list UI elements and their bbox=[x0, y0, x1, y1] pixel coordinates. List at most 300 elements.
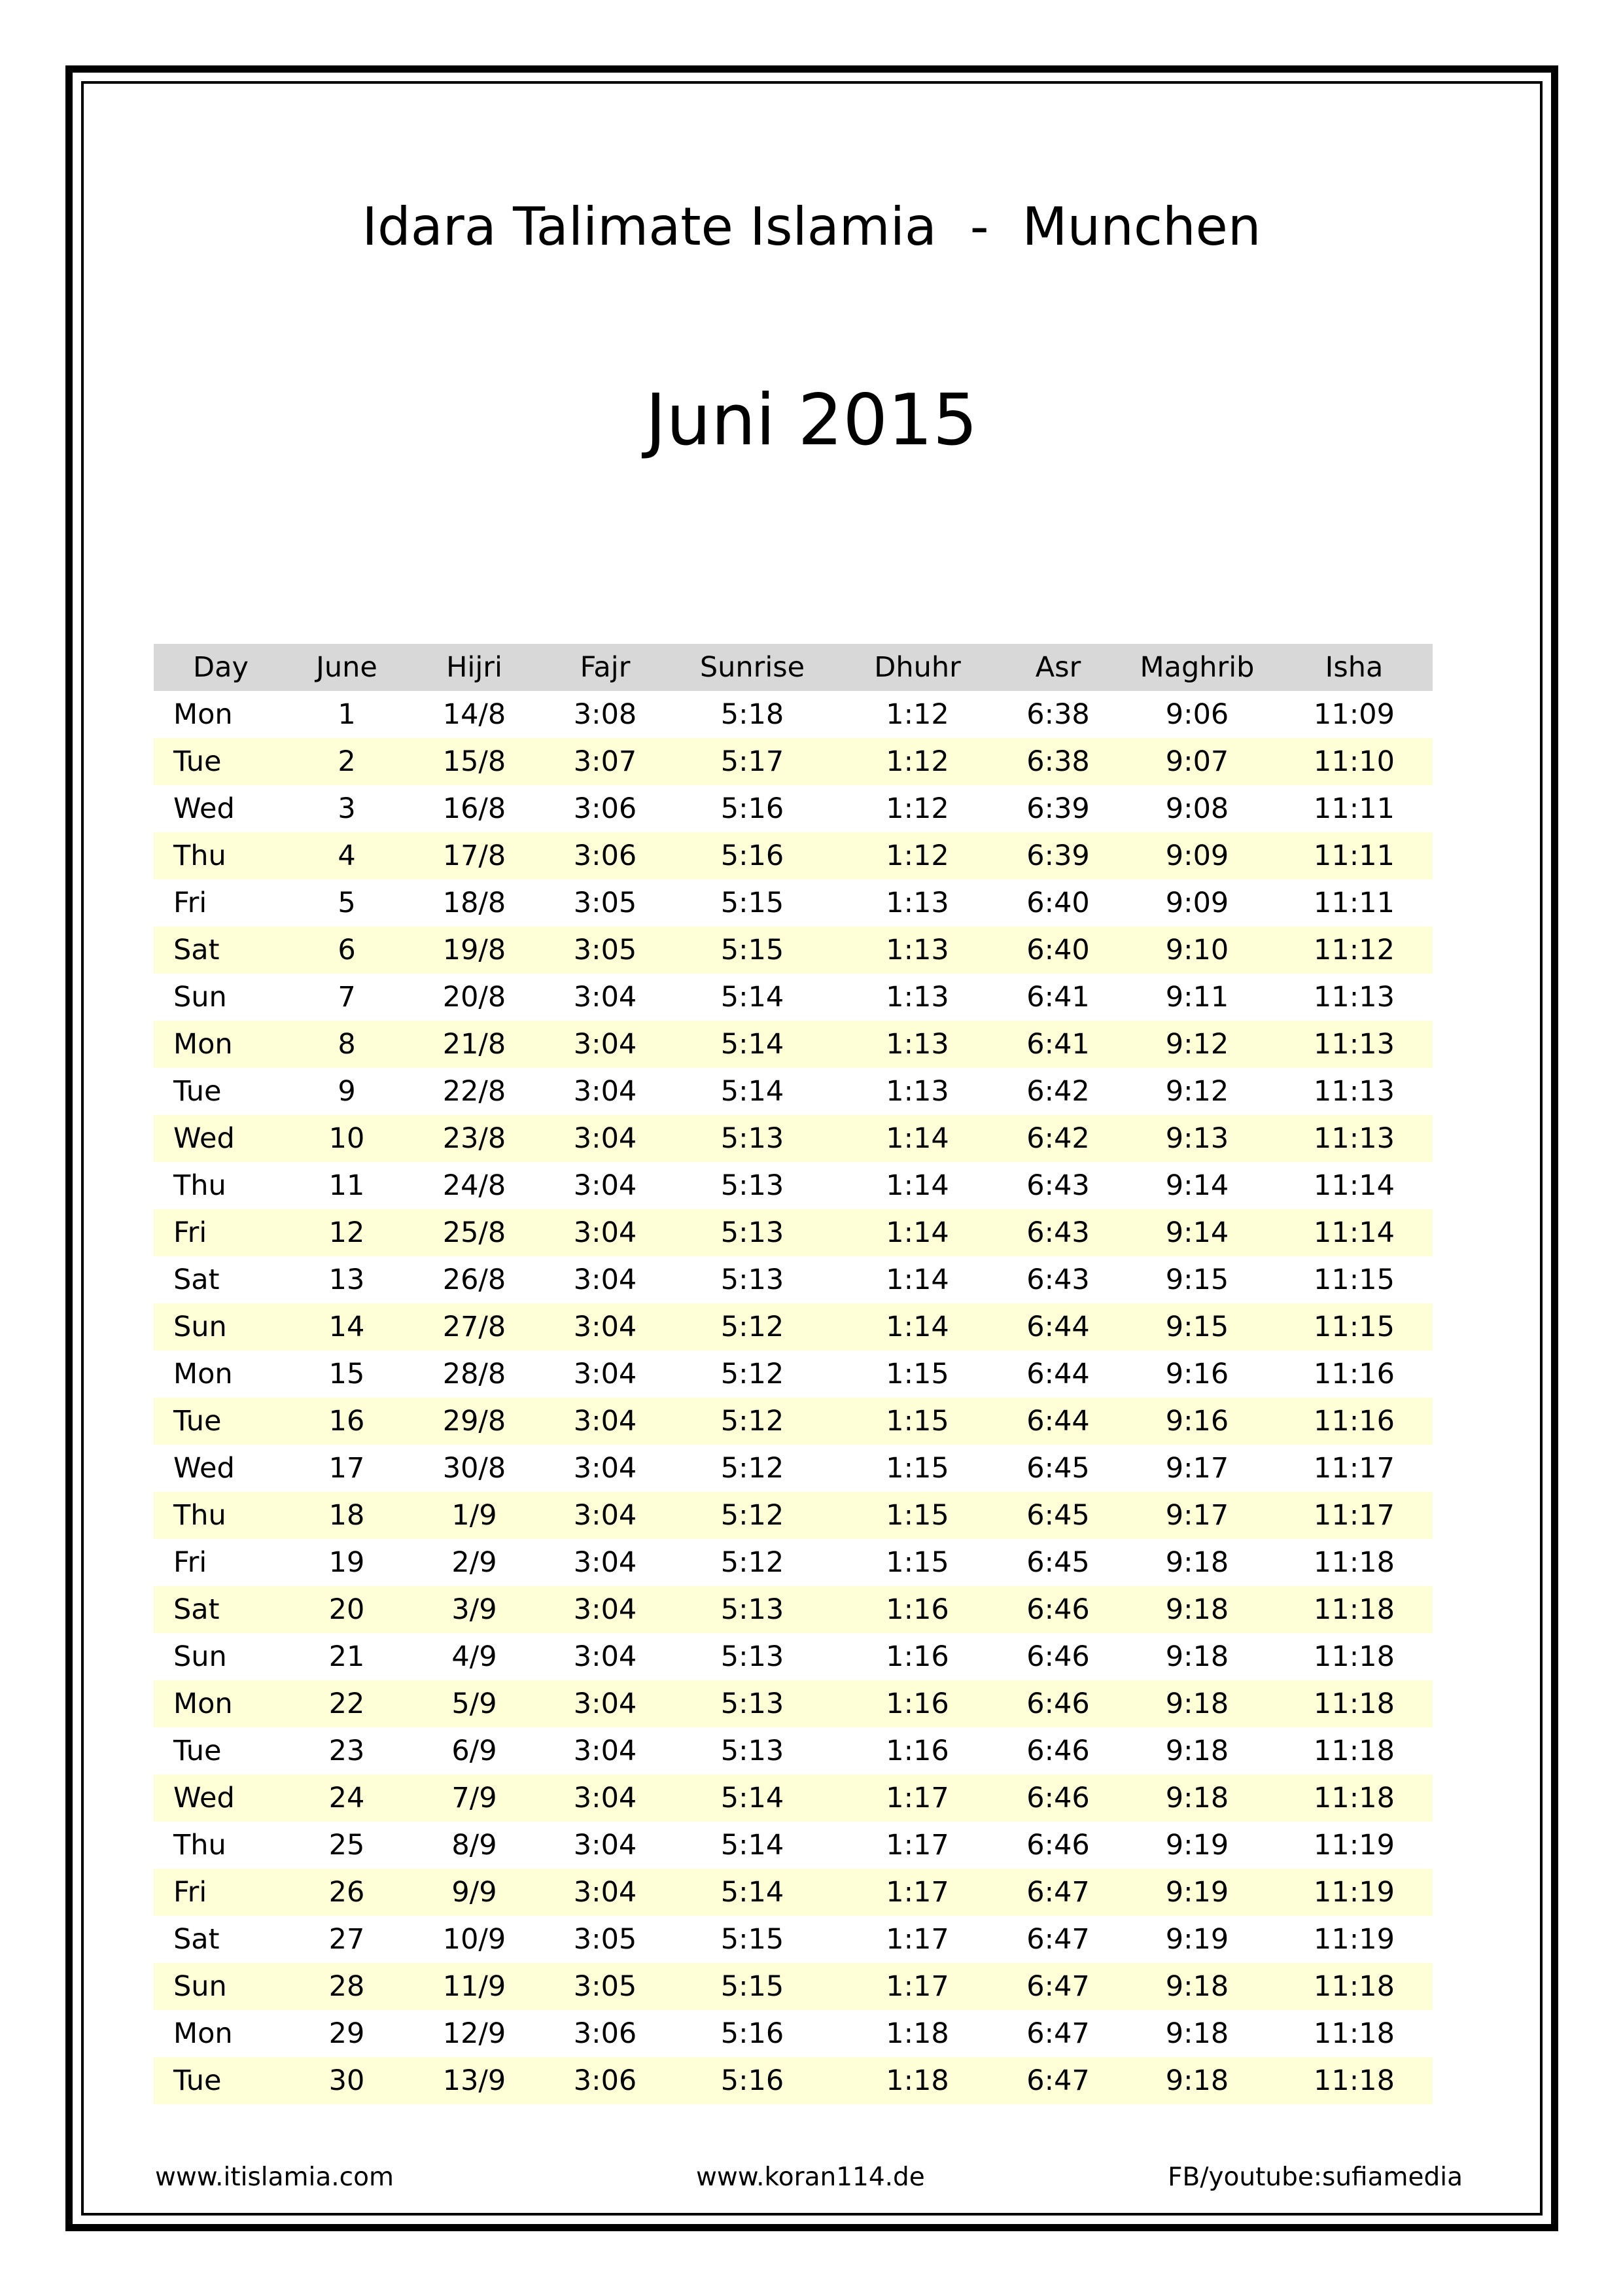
cell-dhuhr: 1:17 bbox=[837, 1963, 998, 2010]
cell-dhuhr: 1:14 bbox=[837, 1115, 998, 1162]
cell-sunrise: 5:12 bbox=[720, 1546, 784, 1579]
cell-day: Tue bbox=[154, 738, 288, 785]
cell-hijri: 19/8 bbox=[406, 927, 543, 974]
cell-dhuhr: 1:12 bbox=[837, 738, 998, 785]
cell-asr: 6:43 bbox=[1026, 1169, 1090, 1202]
cell-asr: 6:45 bbox=[998, 1492, 1119, 1539]
cell-dhuhr: 1:15 bbox=[886, 1452, 949, 1485]
cell-date: 7 bbox=[338, 981, 356, 1014]
cell-sunrise: 5:13 bbox=[667, 1209, 837, 1256]
prayer-times-table bbox=[154, 644, 1433, 2104]
cell-day: Fri bbox=[154, 1869, 288, 1916]
cell-day: Sat bbox=[173, 1263, 220, 1296]
cell-dhuhr: 1:12 bbox=[886, 792, 949, 825]
cell-date: 26 bbox=[288, 1869, 406, 1916]
cell-maghrib: 9:18 bbox=[1119, 1586, 1276, 1633]
cell-fajr: 3:04 bbox=[573, 1640, 637, 1673]
cell-date: 5 bbox=[338, 887, 356, 919]
cell-day: Wed bbox=[173, 792, 235, 825]
cell-isha: 11:14 bbox=[1314, 1169, 1395, 1202]
cell-isha: 11:18 bbox=[1314, 1640, 1395, 1673]
cell-date: 9 bbox=[338, 1075, 356, 1108]
table-row bbox=[154, 1916, 1433, 1963]
cell-sunrise: 5:12 bbox=[720, 1452, 784, 1485]
cell-day: Mon bbox=[173, 698, 233, 731]
cell-maghrib: 9:18 bbox=[1119, 1963, 1276, 2010]
cell-hijri: 13/9 bbox=[406, 2057, 543, 2104]
cell-isha: 11:11 bbox=[1276, 832, 1433, 879]
cell-asr: 6:45 bbox=[1026, 1452, 1090, 1485]
cell-maghrib: 9:15 bbox=[1165, 1263, 1229, 1296]
cell-hijri: 17/8 bbox=[406, 832, 543, 879]
cell-day: Tue bbox=[154, 1398, 288, 1445]
cell-day: Mon bbox=[154, 1021, 288, 1068]
cell-isha: 11:18 bbox=[1276, 2057, 1433, 2104]
column-header: Day bbox=[154, 644, 288, 691]
cell-hijri: 16/8 bbox=[442, 792, 506, 825]
cell-fajr: 3:04 bbox=[573, 1075, 637, 1108]
cell-maghrib: 9:12 bbox=[1119, 1021, 1276, 1068]
cell-isha: 11:19 bbox=[1314, 1923, 1395, 1956]
footer-website-itislamia: www.itislamia.com bbox=[155, 2163, 394, 2192]
cell-date: 22 bbox=[288, 1680, 406, 1727]
table-row bbox=[154, 1727, 1433, 1775]
cell-date: 30 bbox=[288, 2057, 406, 2104]
cell-sunrise: 5:13 bbox=[667, 1680, 837, 1727]
cell-day: Mon bbox=[173, 2017, 233, 2050]
cell-date: 15 bbox=[328, 1358, 365, 1390]
cell-isha: 11:16 bbox=[1314, 1358, 1395, 1390]
table-row bbox=[154, 1021, 1433, 1068]
cell-asr: 6:44 bbox=[1026, 1358, 1090, 1390]
cell-asr: 6:41 bbox=[998, 1021, 1119, 1068]
cell-asr: 6:47 bbox=[998, 2057, 1119, 2104]
cell-isha: 11:18 bbox=[1314, 1735, 1395, 1767]
table-header-row bbox=[154, 644, 1433, 691]
cell-hijri: 29/8 bbox=[406, 1398, 543, 1445]
table-row bbox=[154, 1068, 1433, 1115]
cell-asr: 6:46 bbox=[998, 1586, 1119, 1633]
cell-day: Tue bbox=[173, 1735, 222, 1767]
cell-sunrise: 5:16 bbox=[667, 832, 837, 879]
cell-date: 13 bbox=[328, 1263, 365, 1296]
cell-sunrise: 5:16 bbox=[720, 792, 784, 825]
cell-dhuhr: 1:17 bbox=[886, 1829, 949, 1862]
cell-date: 27 bbox=[328, 1923, 365, 1956]
cell-day: Sat bbox=[154, 1586, 288, 1633]
cell-sunrise: 5:12 bbox=[667, 1492, 837, 1539]
table-row bbox=[154, 927, 1433, 974]
cell-hijri: 21/8 bbox=[406, 1021, 543, 1068]
cell-hijri: 27/8 bbox=[406, 1303, 543, 1351]
cell-fajr: 3:05 bbox=[573, 1923, 637, 1956]
cell-date: 11 bbox=[328, 1169, 365, 1202]
cell-asr: 6:38 bbox=[998, 738, 1119, 785]
cell-fajr: 3:05 bbox=[543, 1963, 667, 2010]
cell-asr: 6:47 bbox=[1026, 2017, 1090, 2050]
cell-dhuhr: 1:12 bbox=[886, 698, 949, 731]
cell-sunrise: 5:12 bbox=[667, 1398, 837, 1445]
table-row bbox=[154, 879, 1433, 927]
cell-sunrise: 5:13 bbox=[720, 1640, 784, 1673]
cell-isha: 11:12 bbox=[1276, 927, 1433, 974]
cell-asr: 6:43 bbox=[998, 1209, 1119, 1256]
cell-dhuhr: 1:16 bbox=[886, 1640, 949, 1673]
cell-day: Wed bbox=[154, 1115, 288, 1162]
cell-sunrise: 5:18 bbox=[720, 698, 784, 731]
cell-isha: 11:13 bbox=[1314, 1075, 1395, 1108]
cell-fajr: 3:04 bbox=[543, 1680, 667, 1727]
cell-hijri: 11/9 bbox=[406, 1963, 543, 2010]
table-row bbox=[154, 974, 1433, 1021]
cell-dhuhr: 1:15 bbox=[886, 1358, 949, 1390]
cell-fajr: 3:07 bbox=[543, 738, 667, 785]
cell-asr: 6:46 bbox=[1026, 1640, 1090, 1673]
cell-fajr: 3:04 bbox=[573, 1169, 637, 1202]
cell-isha: 11:18 bbox=[1276, 1775, 1433, 1822]
cell-date: 10 bbox=[288, 1115, 406, 1162]
table-row bbox=[154, 1633, 1433, 1680]
cell-hijri: 22/8 bbox=[442, 1075, 506, 1108]
cell-fajr: 3:06 bbox=[573, 792, 637, 825]
cell-isha: 11:19 bbox=[1314, 1829, 1395, 1862]
cell-fajr: 3:04 bbox=[573, 1546, 637, 1579]
table-row bbox=[154, 691, 1433, 738]
table-row bbox=[154, 2057, 1433, 2104]
cell-asr: 6:47 bbox=[998, 1869, 1119, 1916]
cell-fajr: 3:04 bbox=[543, 1303, 667, 1351]
cell-sunrise: 5:14 bbox=[720, 1075, 784, 1108]
cell-day: Wed bbox=[173, 1452, 235, 1485]
cell-isha: 11:18 bbox=[1276, 1586, 1433, 1633]
cell-fajr: 3:04 bbox=[543, 1021, 667, 1068]
table-row bbox=[154, 1586, 1433, 1633]
cell-isha: 11:11 bbox=[1314, 792, 1395, 825]
cell-fajr: 3:06 bbox=[543, 832, 667, 879]
column-header: Dhuhr bbox=[837, 644, 998, 691]
cell-dhuhr: 1:14 bbox=[837, 1303, 998, 1351]
table-row bbox=[154, 1256, 1433, 1303]
table-row bbox=[154, 1209, 1433, 1256]
table-row bbox=[154, 1680, 1433, 1727]
table-row bbox=[154, 1775, 1433, 1822]
cell-maghrib: 9:15 bbox=[1119, 1303, 1276, 1351]
cell-sunrise: 5:13 bbox=[720, 1169, 784, 1202]
table-row bbox=[154, 1115, 1433, 1162]
cell-asr: 6:47 bbox=[1026, 1923, 1090, 1956]
cell-asr: 6:47 bbox=[998, 1963, 1119, 2010]
cell-date: 16 bbox=[288, 1398, 406, 1445]
cell-dhuhr: 1:12 bbox=[837, 832, 998, 879]
cell-asr: 6:46 bbox=[998, 1775, 1119, 1822]
cell-sunrise: 5:15 bbox=[720, 887, 784, 919]
cell-hijri: 1/9 bbox=[406, 1492, 543, 1539]
cell-maghrib: 9:17 bbox=[1119, 1492, 1276, 1539]
cell-date: 19 bbox=[328, 1546, 365, 1579]
cell-hijri: 23/8 bbox=[406, 1115, 543, 1162]
cell-dhuhr: 1:15 bbox=[837, 1492, 998, 1539]
cell-sunrise: 5:15 bbox=[720, 1923, 784, 1956]
table-row bbox=[154, 1492, 1433, 1539]
table-row bbox=[154, 1445, 1433, 1492]
table-row bbox=[154, 1303, 1433, 1351]
footer-website-koran114: www.koran114.de bbox=[696, 2163, 925, 2192]
cell-sunrise: 5:13 bbox=[720, 1263, 784, 1296]
cell-isha: 11:14 bbox=[1276, 1209, 1433, 1256]
cell-sunrise: 5:16 bbox=[720, 2017, 784, 2050]
cell-day: Mon bbox=[154, 1680, 288, 1727]
column-header: Sunrise bbox=[667, 644, 837, 691]
cell-hijri: 24/8 bbox=[442, 1169, 506, 1202]
cell-maghrib: 9:13 bbox=[1119, 1115, 1276, 1162]
cell-isha: 11:18 bbox=[1314, 1546, 1395, 1579]
cell-fajr: 3:04 bbox=[543, 1869, 667, 1916]
cell-hijri: 8/9 bbox=[451, 1829, 497, 1862]
cell-day: Thu bbox=[154, 832, 288, 879]
cell-date: 8 bbox=[288, 1021, 406, 1068]
cell-sunrise: 5:12 bbox=[667, 1303, 837, 1351]
cell-fajr: 3:04 bbox=[543, 1115, 667, 1162]
cell-dhuhr: 1:16 bbox=[837, 1586, 998, 1633]
cell-day: Fri bbox=[173, 887, 207, 919]
cell-sunrise: 5:14 bbox=[667, 1021, 837, 1068]
cell-maghrib: 9:14 bbox=[1165, 1169, 1229, 1202]
cell-asr: 6:44 bbox=[998, 1303, 1119, 1351]
cell-dhuhr: 1:13 bbox=[837, 1021, 998, 1068]
cell-fajr: 3:06 bbox=[543, 2057, 667, 2104]
cell-day: Sun bbox=[173, 1640, 227, 1673]
cell-dhuhr: 1:13 bbox=[886, 981, 949, 1014]
cell-maghrib: 9:06 bbox=[1165, 698, 1229, 731]
cell-isha: 11:10 bbox=[1276, 738, 1433, 785]
cell-day: Thu bbox=[173, 1829, 226, 1862]
cell-date: 18 bbox=[288, 1492, 406, 1539]
cell-day: Sun bbox=[173, 981, 227, 1014]
column-header: Maghrib bbox=[1119, 644, 1276, 691]
cell-day: Mon bbox=[173, 1358, 233, 1390]
cell-maghrib: 9:16 bbox=[1165, 1358, 1229, 1390]
cell-dhuhr: 1:14 bbox=[837, 1209, 998, 1256]
cell-hijri: 20/8 bbox=[442, 981, 506, 1014]
cell-asr: 6:46 bbox=[1026, 1735, 1090, 1767]
cell-date: 23 bbox=[328, 1735, 365, 1767]
cell-dhuhr: 1:18 bbox=[886, 2017, 949, 2050]
column-header: June bbox=[288, 644, 406, 691]
cell-isha: 11:17 bbox=[1276, 1492, 1433, 1539]
cell-date: 3 bbox=[338, 792, 356, 825]
cell-fajr: 3:05 bbox=[543, 927, 667, 974]
cell-isha: 11:17 bbox=[1314, 1452, 1395, 1485]
cell-maghrib: 9:18 bbox=[1165, 1735, 1229, 1767]
cell-fajr: 3:05 bbox=[573, 887, 637, 919]
cell-hijri: 25/8 bbox=[406, 1209, 543, 1256]
cell-sunrise: 5:14 bbox=[667, 1869, 837, 1916]
month-title: Juni 2015 bbox=[645, 380, 978, 461]
cell-day: Thu bbox=[154, 1492, 288, 1539]
cell-date: 6 bbox=[288, 927, 406, 974]
cell-isha: 11:18 bbox=[1276, 1680, 1433, 1727]
cell-isha: 11:13 bbox=[1314, 981, 1395, 1014]
table-row bbox=[154, 1162, 1433, 1209]
cell-maghrib: 9:19 bbox=[1165, 1829, 1229, 1862]
footer-social-media: FB/youtube:sufiamedia bbox=[1168, 2163, 1463, 2192]
cell-maghrib: 9:09 bbox=[1165, 887, 1229, 919]
cell-isha: 11:16 bbox=[1276, 1398, 1433, 1445]
cell-sunrise: 5:13 bbox=[667, 1115, 837, 1162]
cell-fajr: 3:04 bbox=[543, 1775, 667, 1822]
cell-dhuhr: 1:16 bbox=[886, 1735, 949, 1767]
cell-day: Sat bbox=[154, 927, 288, 974]
cell-hijri: 12/9 bbox=[442, 2017, 506, 2050]
cell-day: Tue bbox=[154, 2057, 288, 2104]
cell-sunrise: 5:17 bbox=[667, 738, 837, 785]
cell-maghrib: 9:18 bbox=[1165, 2017, 1229, 2050]
cell-sunrise: 5:14 bbox=[667, 1775, 837, 1822]
cell-asr: 6:44 bbox=[998, 1398, 1119, 1445]
cell-asr: 6:38 bbox=[1026, 698, 1090, 731]
column-header: Hijri bbox=[406, 644, 543, 691]
cell-day: Thu bbox=[173, 1169, 226, 1202]
cell-dhuhr: 1:16 bbox=[837, 1680, 998, 1727]
cell-isha: 11:13 bbox=[1276, 1021, 1433, 1068]
cell-date: 21 bbox=[328, 1640, 365, 1673]
cell-fajr: 3:04 bbox=[543, 1586, 667, 1633]
cell-asr: 6:40 bbox=[1026, 887, 1090, 919]
cell-sunrise: 5:15 bbox=[667, 927, 837, 974]
column-header: Fajr bbox=[543, 644, 667, 691]
table-row bbox=[154, 1822, 1433, 1869]
cell-isha: 11:11 bbox=[1314, 887, 1395, 919]
cell-hijri: 3/9 bbox=[406, 1586, 543, 1633]
column-header: Asr bbox=[998, 644, 1119, 691]
cell-fajr: 3:04 bbox=[573, 1452, 637, 1485]
cell-hijri: 2/9 bbox=[451, 1546, 497, 1579]
cell-day: Sun bbox=[154, 1963, 288, 2010]
cell-asr: 6:39 bbox=[1026, 792, 1090, 825]
cell-dhuhr: 1:17 bbox=[886, 1923, 949, 1956]
cell-day: Sun bbox=[154, 1303, 288, 1351]
cell-hijri: 10/9 bbox=[442, 1923, 506, 1956]
cell-date: 1 bbox=[338, 698, 356, 731]
cell-sunrise: 5:14 bbox=[720, 1829, 784, 1862]
cell-fajr: 3:04 bbox=[573, 1829, 637, 1862]
cell-date: 14 bbox=[288, 1303, 406, 1351]
cell-dhuhr: 1:15 bbox=[837, 1398, 998, 1445]
organization-title: Idara Talimate Islamia - Munchen bbox=[362, 196, 1261, 257]
cell-maghrib: 9:14 bbox=[1119, 1209, 1276, 1256]
table-row bbox=[154, 1539, 1433, 1586]
cell-date: 25 bbox=[328, 1829, 365, 1862]
cell-maghrib: 9:12 bbox=[1165, 1075, 1229, 1108]
cell-dhuhr: 1:18 bbox=[837, 2057, 998, 2104]
table-row bbox=[154, 2010, 1433, 2057]
table-row bbox=[154, 1963, 1433, 2010]
cell-maghrib: 9:19 bbox=[1165, 1923, 1229, 1956]
cell-maghrib: 9:17 bbox=[1165, 1452, 1229, 1485]
cell-asr: 6:40 bbox=[998, 927, 1119, 974]
cell-dhuhr: 1:13 bbox=[886, 887, 949, 919]
cell-day: Wed bbox=[154, 1775, 288, 1822]
cell-date: 17 bbox=[328, 1452, 365, 1485]
cell-day: Fri bbox=[173, 1546, 207, 1579]
cell-maghrib: 9:18 bbox=[1119, 2057, 1276, 2104]
cell-isha: 11:15 bbox=[1314, 1263, 1395, 1296]
cell-isha: 11:13 bbox=[1276, 1115, 1433, 1162]
cell-hijri: 4/9 bbox=[451, 1640, 497, 1673]
cell-date: 20 bbox=[288, 1586, 406, 1633]
cell-hijri: 9/9 bbox=[406, 1869, 543, 1916]
cell-fajr: 3:04 bbox=[543, 1492, 667, 1539]
cell-maghrib: 9:10 bbox=[1119, 927, 1276, 974]
cell-asr: 6:45 bbox=[1026, 1546, 1090, 1579]
cell-hijri: 15/8 bbox=[406, 738, 543, 785]
cell-asr: 6:46 bbox=[1026, 1829, 1090, 1862]
cell-hijri: 7/9 bbox=[406, 1775, 543, 1822]
cell-isha: 11:19 bbox=[1276, 1869, 1433, 1916]
cell-hijri: 14/8 bbox=[442, 698, 506, 731]
cell-fajr: 3:04 bbox=[573, 981, 637, 1014]
cell-dhuhr: 1:15 bbox=[886, 1546, 949, 1579]
cell-date: 12 bbox=[288, 1209, 406, 1256]
cell-hijri: 26/8 bbox=[442, 1263, 506, 1296]
table-row bbox=[154, 1869, 1433, 1916]
cell-maghrib: 9:18 bbox=[1119, 1775, 1276, 1822]
cell-day: Tue bbox=[173, 1075, 222, 1108]
cell-date: 24 bbox=[288, 1775, 406, 1822]
cell-date: 2 bbox=[288, 738, 406, 785]
cell-maghrib: 9:19 bbox=[1119, 1869, 1276, 1916]
cell-fajr: 3:04 bbox=[573, 1358, 637, 1390]
cell-fajr: 3:04 bbox=[543, 1209, 667, 1256]
cell-maghrib: 9:11 bbox=[1165, 981, 1229, 1014]
cell-isha: 11:09 bbox=[1314, 698, 1395, 731]
cell-hijri: 30/8 bbox=[442, 1452, 506, 1485]
cell-sunrise: 5:12 bbox=[720, 1358, 784, 1390]
cell-maghrib: 9:09 bbox=[1119, 832, 1276, 879]
table-row bbox=[154, 1398, 1433, 1445]
cell-dhuhr: 1:14 bbox=[886, 1263, 949, 1296]
cell-fajr: 3:06 bbox=[573, 2017, 637, 2050]
cell-sunrise: 5:15 bbox=[667, 1963, 837, 2010]
cell-sunrise: 5:13 bbox=[667, 1586, 837, 1633]
cell-dhuhr: 1:13 bbox=[886, 1075, 949, 1108]
cell-dhuhr: 1:14 bbox=[886, 1169, 949, 1202]
cell-fajr: 3:08 bbox=[573, 698, 637, 731]
cell-day: Sat bbox=[173, 1923, 220, 1956]
cell-maghrib: 9:18 bbox=[1165, 1640, 1229, 1673]
cell-maghrib: 9:08 bbox=[1165, 792, 1229, 825]
cell-hijri: 28/8 bbox=[442, 1358, 506, 1390]
cell-hijri: 6/9 bbox=[451, 1735, 497, 1767]
cell-fajr: 3:04 bbox=[573, 1263, 637, 1296]
table-row bbox=[154, 832, 1433, 879]
cell-fajr: 3:04 bbox=[543, 1398, 667, 1445]
cell-sunrise: 5:16 bbox=[667, 2057, 837, 2104]
cell-maghrib: 9:07 bbox=[1119, 738, 1276, 785]
column-header: Isha bbox=[1276, 644, 1433, 691]
cell-sunrise: 5:14 bbox=[720, 981, 784, 1014]
cell-isha: 11:18 bbox=[1314, 2017, 1395, 2050]
cell-isha: 11:18 bbox=[1276, 1963, 1433, 2010]
cell-asr: 6:46 bbox=[998, 1680, 1119, 1727]
cell-dhuhr: 1:17 bbox=[837, 1869, 998, 1916]
cell-asr: 6:39 bbox=[998, 832, 1119, 879]
table-row bbox=[154, 785, 1433, 832]
cell-isha: 11:15 bbox=[1276, 1303, 1433, 1351]
cell-asr: 6:42 bbox=[998, 1115, 1119, 1162]
cell-hijri: 18/8 bbox=[442, 887, 506, 919]
cell-hijri: 5/9 bbox=[406, 1680, 543, 1727]
